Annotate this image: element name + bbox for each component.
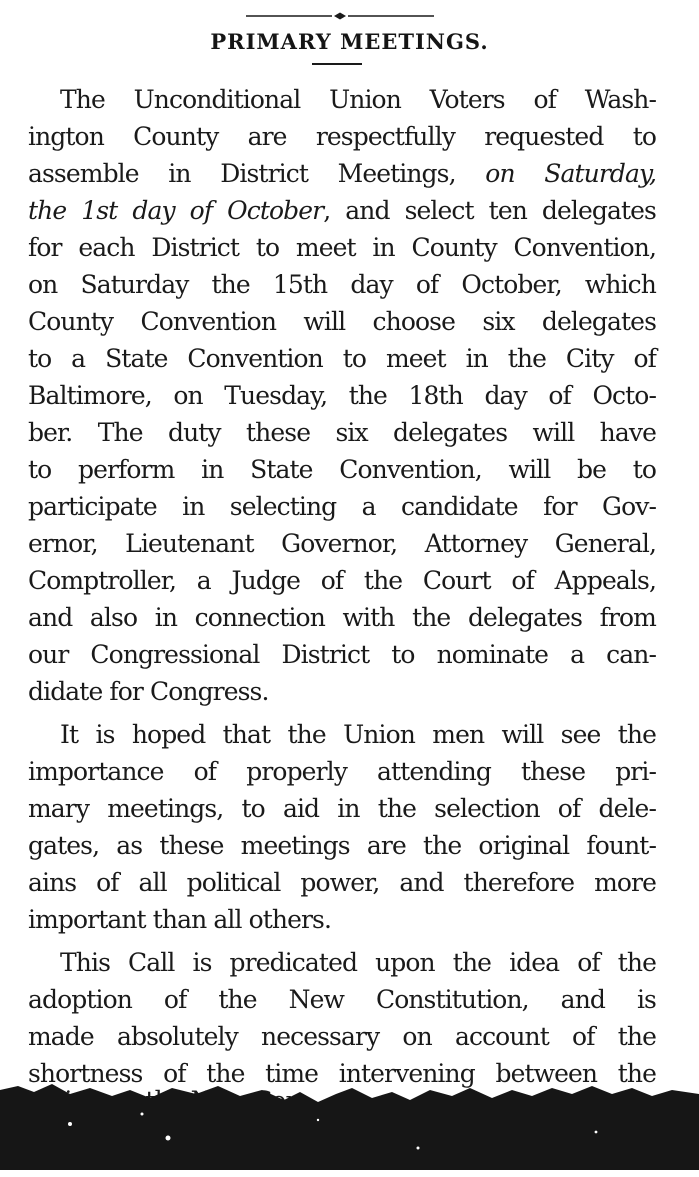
- paragraph-2: [28, 716, 656, 938]
- paper-speck: [595, 1131, 598, 1134]
- text-line: gates, as these meetings are the original fount-: [28, 831, 656, 860]
- text-line: made absolutely necessary on account of the: [28, 1022, 656, 1051]
- torn-dark-region: [0, 1084, 699, 1177]
- text-line: [28, 192, 656, 229]
- text-line: importance of properly attending these pri-: [28, 757, 656, 786]
- text-line: for each District to meet in County Convention,: [28, 233, 656, 262]
- text-fragment: assemble in District Meetings,: [28, 159, 486, 188]
- italic-fragment: on Saturday,: [485, 159, 656, 188]
- text-line: County Convention will choose six delegates: [28, 307, 656, 336]
- text-line: our Congressional District to nominate a can-: [28, 640, 656, 669]
- text-line: Comptroller, a Judge of the Court of Appeals,: [28, 566, 656, 595]
- text-line: to perform in State Convention, will be to: [28, 455, 656, 484]
- text-line: [28, 155, 656, 192]
- text-fragment: , and select ten delegates: [323, 196, 656, 225]
- paragraph-1: [28, 81, 656, 710]
- paper-speck: [141, 1113, 144, 1116]
- text-line: Baltimore, on Tuesday, the 18th day of Octo-: [28, 381, 656, 410]
- text-line: to a State Convention to meet in the City of: [28, 344, 656, 373]
- ornamental-rule: [246, 12, 434, 20]
- text-line: ains of all political power, and therefore more: [28, 868, 656, 897]
- text-line: This Call is predicated upon the idea of the: [60, 948, 656, 977]
- article-heading: PRIMARY MEETINGS.: [210, 29, 489, 54]
- italic-fragment: the 1st day of October: [28, 196, 324, 225]
- paper-speck: [68, 1122, 72, 1126]
- text-line: ber. The duty these six delegates will have: [28, 418, 656, 447]
- text-line: It is hoped that the Union men will see the: [60, 720, 656, 749]
- text-line: shortness of the time intervening between the: [28, 1059, 656, 1088]
- text-line: participate in selecting a candidate for Gov-: [28, 492, 656, 521]
- text-line: adoption of the New Constitution, and is: [28, 985, 656, 1014]
- paper-speck: [417, 1147, 420, 1150]
- heading-underline: [312, 63, 362, 65]
- text-line: ernor, Lieutenant Governor, Attorney General,: [28, 529, 656, 558]
- text-line: on Saturday the 15th day of October, which: [28, 270, 656, 299]
- bottom-white-strip: [0, 1170, 699, 1177]
- paper-speck: [317, 1119, 319, 1121]
- torn-paper-edge: [0, 1080, 699, 1177]
- text-line: didate for Congress.: [28, 677, 269, 706]
- rule-diamond: [334, 13, 346, 20]
- text-line: The Unconditional Union Voters of Wash-: [60, 85, 656, 114]
- text-line: important than all others.: [28, 905, 332, 934]
- text-line: ington County are respectfully requested to: [28, 122, 656, 151]
- paragraph-3: [28, 944, 656, 1092]
- text-line: mary meetings, to aid in the selection of dele-: [28, 794, 656, 823]
- article-body: [28, 81, 656, 1092]
- text-line: and also in connection with the delegates from: [28, 603, 656, 632]
- paper-speck: [166, 1136, 171, 1141]
